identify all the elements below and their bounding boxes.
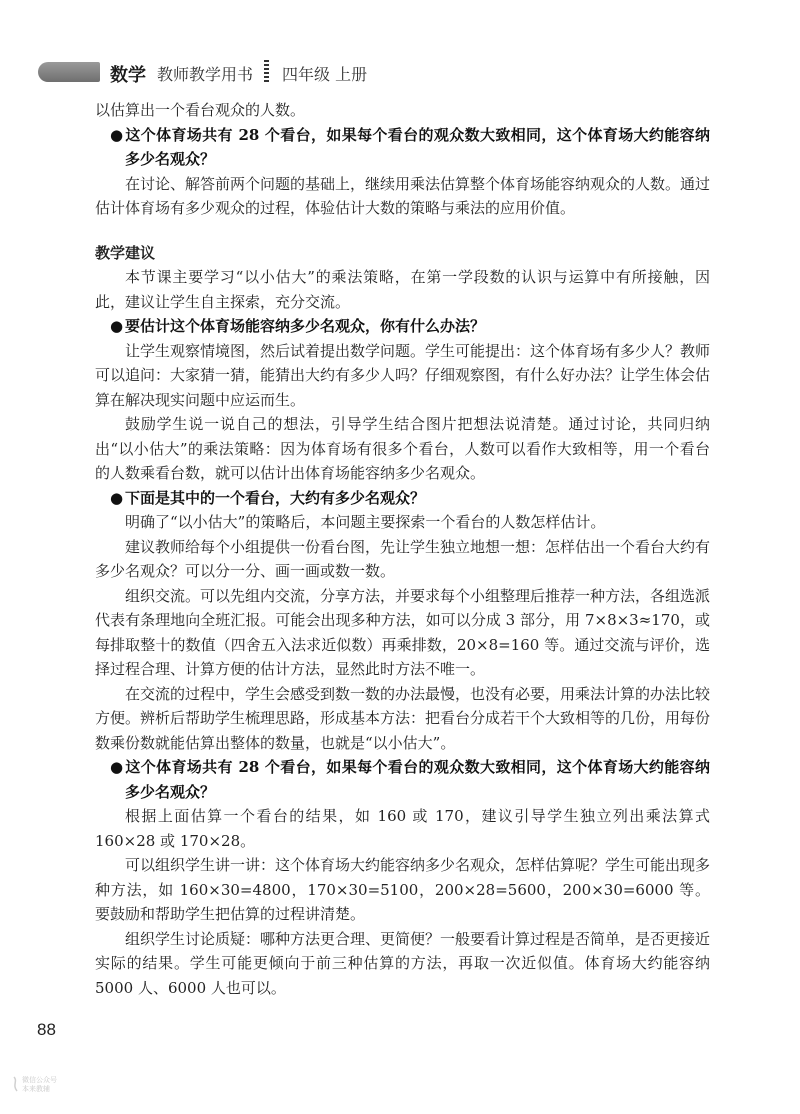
bullet-dot-icon: ● [110,488,124,507]
header-tab-decoration [38,62,100,82]
bullet-question-method: ● 要估计这个体育场能容纳多少名观众，你有什么办法？ [95,314,710,339]
paragraph: 建议教师给每个小组提供一份看台图，先让学生独立地想一想：怎样估出一个看台大约有多少名观众？可以分一分、画一画或数一数。 [95,537,711,580]
bullet-question-one-stand: ● 下面是其中的一个看台，大约有多少名观众？ [95,486,710,511]
paragraph: 让学生观察情境图，然后试着提出数学问题。学生可能提出：这个体育场有多少人？教师可以追问：大家猜一猜，能猜出大约有多少人吗？仔细观察图，有什么好办法？让学生体会估算在解决现实问题中应运而生。 [95,341,711,409]
watermark-line1: 微信公众号 [22,1076,57,1084]
header-divider [264,60,269,82]
page-body [95,98,710,1000]
watermark-line2: 本来教辅 [22,1085,50,1093]
page-number: 88 [37,1020,56,1039]
header-book-title: 教师教学用书 [157,65,254,84]
paragraph: 鼓励学生说一说自己的想法，引导学生结合图片把想法说清楚。通过讨论，共同归纳出“以小估大”的乘法策略：因为体育场有很多个看台，人数可以看作大致相等，用一个看台的人数乘看台数，就可以估计出体育场能容纳多少名观众。 [95,415,710,482]
paragraph: 明确了“以小估大”的策略后，本问题主要探索一个看台的人数怎样估计。 [125,513,606,531]
watermark [22,1076,57,1094]
intro-paragraph: 在讨论、解答前两个问题的基础上，继续用乘法估算整个体育场能容纳观众的人数。通过估计体育场有多少观众的过程，体验估计大数的策略与乘法的应用价值。 [95,174,711,217]
bullet-question-28-stands: ● 这个体育场共有 28 个看台，如果每个看台的观众数大致相同，这个体育场大约能容纳多少名观众？ [95,123,710,172]
paragraph: 根据上面估算一个看台的结果，如 160 或 170，建议引导学生独立列出乘法算式 160×28 或 170×28。 [95,807,710,850]
paragraph: 可以组织学生讲一讲：这个体育场大约能容纳多少名观众，怎样估算呢？学生可能出现多种方法，如 160×30=4800，170×30=5100，200×28=5600，200×30=6000 等。要鼓励和帮助学生把估算的过程讲清楚。 [95,856,711,923]
header-grade: 四年级 上册 [282,65,368,84]
paragraph: 组织交流。可以先组内交流，分享方法，并要求每个小组整理后推荐一种方法，各组选派代表有条理地向全班汇报。可能会出现多种方法，如可以分成 3 部分，用 7×8×3≈170，或每排取整十的数值（四舍五入法求近似数）再乘排数，20×8=160 等。通过交流与评价，选择过程合理、计算方便的估计方法，显然此时方法不唯一。 [95,586,711,678]
bullet-dot-icon: ● [110,317,124,335]
bullet-question-28-stands-repeat: ● 这个体育场共有 28 个看台，如果每个看台的观众数大致相同，这个体育场大约能容纳多少名观众？ [95,755,710,804]
running-header [0,58,800,88]
intro-line: 以估算出一个看台观众的人数。 [95,101,306,119]
header-subject: 数学 [110,65,146,86]
section-title: 教学建议 [95,243,156,262]
paragraph: 组织学生讨论质疑：哪种方法更合理、更简便？一般要看计算过程是否简单，是否更接近实际的结果。学生可能更倾向于前三种估算的方法，再取一次近似值。体育场大约能容纳 5000 人、6000 人也可以。 [95,929,711,997]
bullet-dot-icon: ● [110,758,124,776]
paragraph: 在交流的过程中，学生会感受到数一数的办法最慢，也没有必要，用乘法计算的办法比较方便。辨析后帮助学生梳理思路，形成基本方法：把看台分成若干个大致相等的几份，用每份数乘份数就能估算出整体的数量，也就是“以小估大”。 [95,684,711,752]
paragraph: 本节课主要学习“以小估大”的乘法策略，在第一学段数的认识与运算中有所接触，因此，建议让学生自主探索，充分交流。 [95,268,710,311]
bullet-dot-icon: ● [110,125,124,144]
